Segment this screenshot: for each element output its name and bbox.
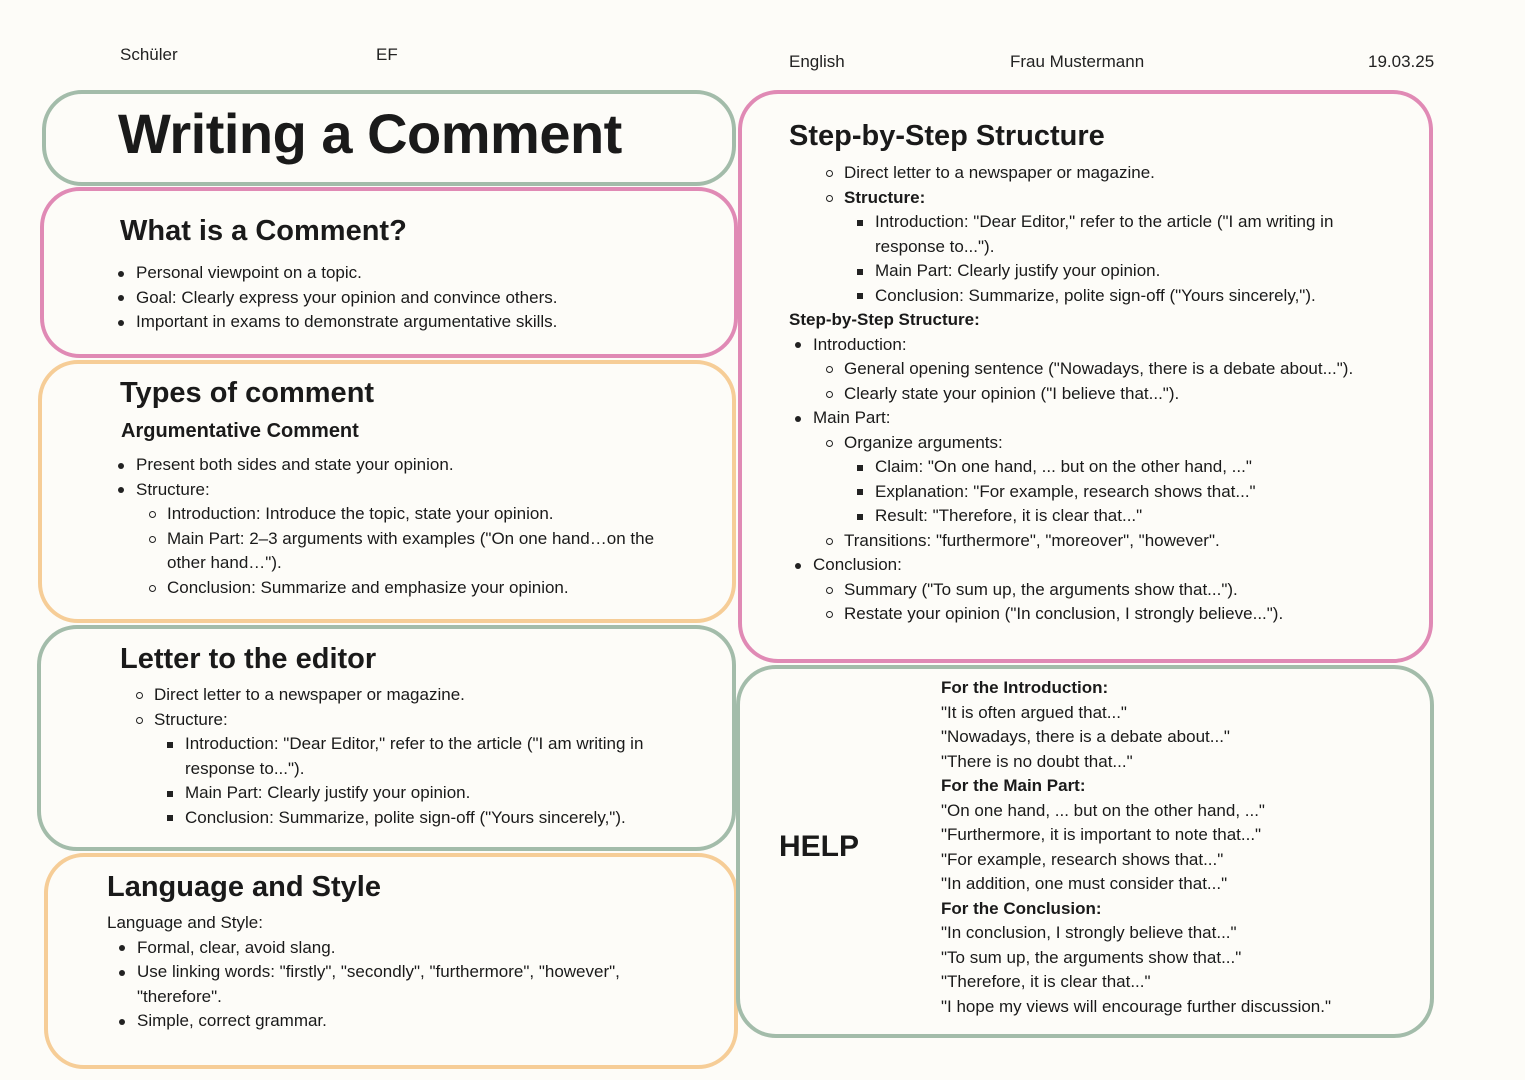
list-item (789, 357, 1369, 382)
list-item (789, 529, 1369, 554)
list-item (112, 261, 712, 286)
list-item (789, 210, 1369, 259)
circle-bullet-icon (822, 161, 836, 186)
list-item-text: Result: "Therefore, it is clear that..." (875, 506, 1143, 525)
list-item-text: For the Introduction: (941, 678, 1109, 697)
list-item-text: "In conclusion, I strongly believe that..." (941, 923, 1237, 942)
disc-bullet-icon (114, 310, 128, 335)
list-item (789, 308, 1369, 333)
circle-bullet-icon (132, 708, 146, 733)
list-item-text: Restate your opinion ("In conclusion, I strongly believe..."). (844, 604, 1284, 623)
list-item-text: Introduction: "Dear Editor," refer to the article ("I am writing in response to..."). (875, 212, 1334, 256)
list-item (789, 382, 1369, 407)
list-item (112, 708, 672, 733)
types-list (112, 453, 657, 600)
list-item (941, 848, 1401, 873)
letter-heading: Letter to the editor (120, 643, 377, 675)
list-item (941, 970, 1401, 995)
square-bullet-icon (163, 781, 177, 806)
list-item (941, 799, 1401, 824)
disc-bullet-icon (114, 453, 128, 478)
list-item (112, 453, 657, 478)
list-item (789, 259, 1369, 284)
list-item-text: Claim: "On one hand, ... but on the other hand, ..." (875, 457, 1252, 476)
list-item-text: Structure: (844, 187, 926, 207)
list-item-text: "In addition, one must consider that..." (941, 874, 1228, 893)
list-item-text: Main Part: Clearly justify your opinion. (185, 783, 471, 802)
language-heading: Language and Style (107, 871, 381, 903)
square-bullet-icon (853, 210, 867, 235)
list-item-text: For the Conclusion: (941, 898, 1102, 918)
language-list (107, 911, 667, 1034)
list-item (112, 683, 672, 708)
disc-bullet-icon (791, 406, 805, 431)
what-heading: What is a Comment? (120, 215, 407, 247)
disc-bullet-icon (115, 960, 129, 985)
list-item-text: Conclusion: Summarize and emphasize your opinion. (167, 577, 569, 597)
list-item (789, 455, 1369, 480)
list-item-text: "It is often argued that..." (941, 702, 1127, 722)
circle-bullet-icon (822, 186, 836, 211)
list-item-text: Conclusion: Summarize, polite sign-off ("Yours sincerely,"). (875, 285, 1316, 305)
list-item (112, 732, 672, 781)
list-item (941, 921, 1401, 946)
list-item-text: Clearly state your opinion ("I believe that..."). (844, 383, 1180, 403)
circle-bullet-icon (822, 431, 836, 456)
list-item (941, 995, 1401, 1020)
list-item-text: For the Main Part: (941, 776, 1086, 795)
square-bullet-icon (853, 259, 867, 284)
square-bullet-icon (163, 806, 177, 831)
list-item (789, 406, 1369, 431)
page-title: Writing a Comment (118, 102, 622, 165)
list-item-text: Direct letter to a newspaper or magazine. (844, 163, 1155, 182)
list-item (107, 911, 667, 936)
list-item-text: Introduction: "Dear Editor," refer to the article ("I am writing in response to..."). (185, 734, 644, 778)
disc-bullet-icon (791, 553, 805, 578)
list-item-text: "There is no doubt that..." (941, 751, 1133, 771)
teacher-label: Frau Mustermann (1010, 52, 1145, 71)
list-item (789, 333, 1369, 358)
list-item-text: Introduction: (813, 334, 907, 354)
circle-bullet-icon (145, 527, 159, 552)
square-bullet-icon (853, 455, 867, 480)
types-subheading: Argumentative Comment (121, 420, 359, 442)
list-item (941, 701, 1401, 726)
list-item-text: "Furthermore, it is important to note that..." (941, 825, 1262, 844)
list-item (941, 872, 1401, 897)
list-item (941, 946, 1401, 971)
square-bullet-icon (853, 284, 867, 309)
list-item-text: Introduction: Introduce the topic, state your opinion. (167, 504, 554, 523)
list-item-text: Main Part: Clearly justify your opinion. (875, 261, 1161, 280)
list-item-text: Transitions: "furthermore", "moreover", "however". (844, 530, 1220, 550)
list-item (107, 936, 667, 961)
list-item-text: Main Part: 2–3 arguments with examples ("On one hand…on the other hand…"). (167, 528, 655, 572)
list-item-text: Use linking words: "firstly", "secondly", "furthermore", "however", "therefore". (137, 962, 620, 1006)
list-item (112, 478, 657, 503)
list-item (941, 823, 1401, 848)
list-item (789, 161, 1369, 186)
list-item (789, 553, 1369, 578)
circle-bullet-icon (132, 683, 146, 708)
list-item-text: Conclusion: Summarize, polite sign-off ("Yours sincerely,"). (185, 807, 626, 827)
list-item-text: "On one hand, ... but on the other hand, ..." (941, 800, 1265, 820)
list-item-text: Goal: Clearly express your opinion and convince others. (136, 287, 558, 307)
list-item (941, 725, 1401, 750)
list-item (941, 897, 1401, 922)
circle-bullet-icon (822, 602, 836, 627)
date-label: 19.03.25 (1368, 52, 1435, 71)
list-item (112, 286, 712, 311)
list-item-text: Structure: (136, 479, 210, 499)
list-item-text: "Therefore, it is clear that..." (941, 972, 1151, 991)
help-label: HELP (779, 830, 860, 863)
list-item-text: Explanation: "For example, research shows that..." (875, 481, 1256, 501)
list-item (789, 431, 1369, 456)
circle-bullet-icon (822, 578, 836, 603)
circle-bullet-icon (145, 502, 159, 527)
student-label: Schüler (120, 45, 178, 64)
list-item (789, 578, 1369, 603)
subject-label: English (789, 52, 845, 71)
letter-list (112, 683, 672, 830)
steps-list (789, 161, 1369, 627)
list-item (789, 284, 1369, 309)
list-item (107, 960, 667, 1009)
square-bullet-icon (853, 480, 867, 505)
list-item-text: General opening sentence ("Nowadays, there is a debate about..."). (844, 359, 1354, 378)
square-bullet-icon (853, 504, 867, 529)
steps-heading: Step-by-Step Structure (789, 120, 1105, 152)
disc-bullet-icon (115, 1009, 129, 1034)
circle-bullet-icon (822, 529, 836, 554)
list-item (789, 602, 1369, 627)
list-item-text: Important in exams to demonstrate argumentative skills. (136, 312, 558, 331)
circle-bullet-icon (822, 357, 836, 382)
list-item-text: "For example, research shows that..." (941, 849, 1224, 869)
disc-bullet-icon (791, 333, 805, 358)
list-item (112, 527, 657, 576)
list-item-text: Summary ("To sum up, the arguments show that..."). (844, 579, 1238, 599)
disc-bullet-icon (114, 286, 128, 311)
list-item (789, 186, 1369, 211)
list-item-text: Conclusion: (813, 555, 902, 574)
list-item-text: Present both sides and state your opinion. (136, 455, 454, 474)
what-list (112, 261, 712, 335)
list-item-text: Language and Style: (107, 913, 263, 932)
circle-bullet-icon (822, 382, 836, 407)
list-item-text: "To sum up, the arguments show that..." (941, 947, 1242, 967)
disc-bullet-icon (114, 478, 128, 503)
list-item-text: Personal viewpoint on a topic. (136, 263, 362, 282)
list-item-text: Direct letter to a newspaper or magazine. (154, 685, 465, 704)
circle-bullet-icon (145, 576, 159, 601)
list-item (789, 480, 1369, 505)
list-item (112, 576, 657, 601)
list-item-text: Main Part: (813, 408, 891, 427)
types-heading: Types of comment (120, 377, 375, 409)
list-item (112, 806, 672, 831)
square-bullet-icon (163, 732, 177, 757)
list-item (112, 502, 657, 527)
list-item (789, 504, 1369, 529)
list-item-text: "Nowadays, there is a debate about..." (941, 727, 1230, 746)
list-item (941, 774, 1401, 799)
help-list (941, 676, 1401, 1019)
list-item-text: Step-by-Step Structure: (789, 310, 980, 329)
list-item-text: Simple, correct grammar. (137, 1011, 327, 1030)
class-label: EF (376, 45, 398, 64)
list-item (112, 310, 712, 335)
list-item-text: Organize arguments: (844, 432, 1003, 452)
list-item (941, 750, 1401, 775)
list-item (941, 676, 1401, 701)
list-item (107, 1009, 667, 1034)
list-item-text: "I hope my views will encourage further discussion." (941, 996, 1332, 1016)
list-item (112, 781, 672, 806)
list-item-text: Formal, clear, avoid slang. (137, 937, 336, 957)
list-item-text: Structure: (154, 709, 228, 729)
disc-bullet-icon (115, 936, 129, 961)
disc-bullet-icon (114, 261, 128, 286)
